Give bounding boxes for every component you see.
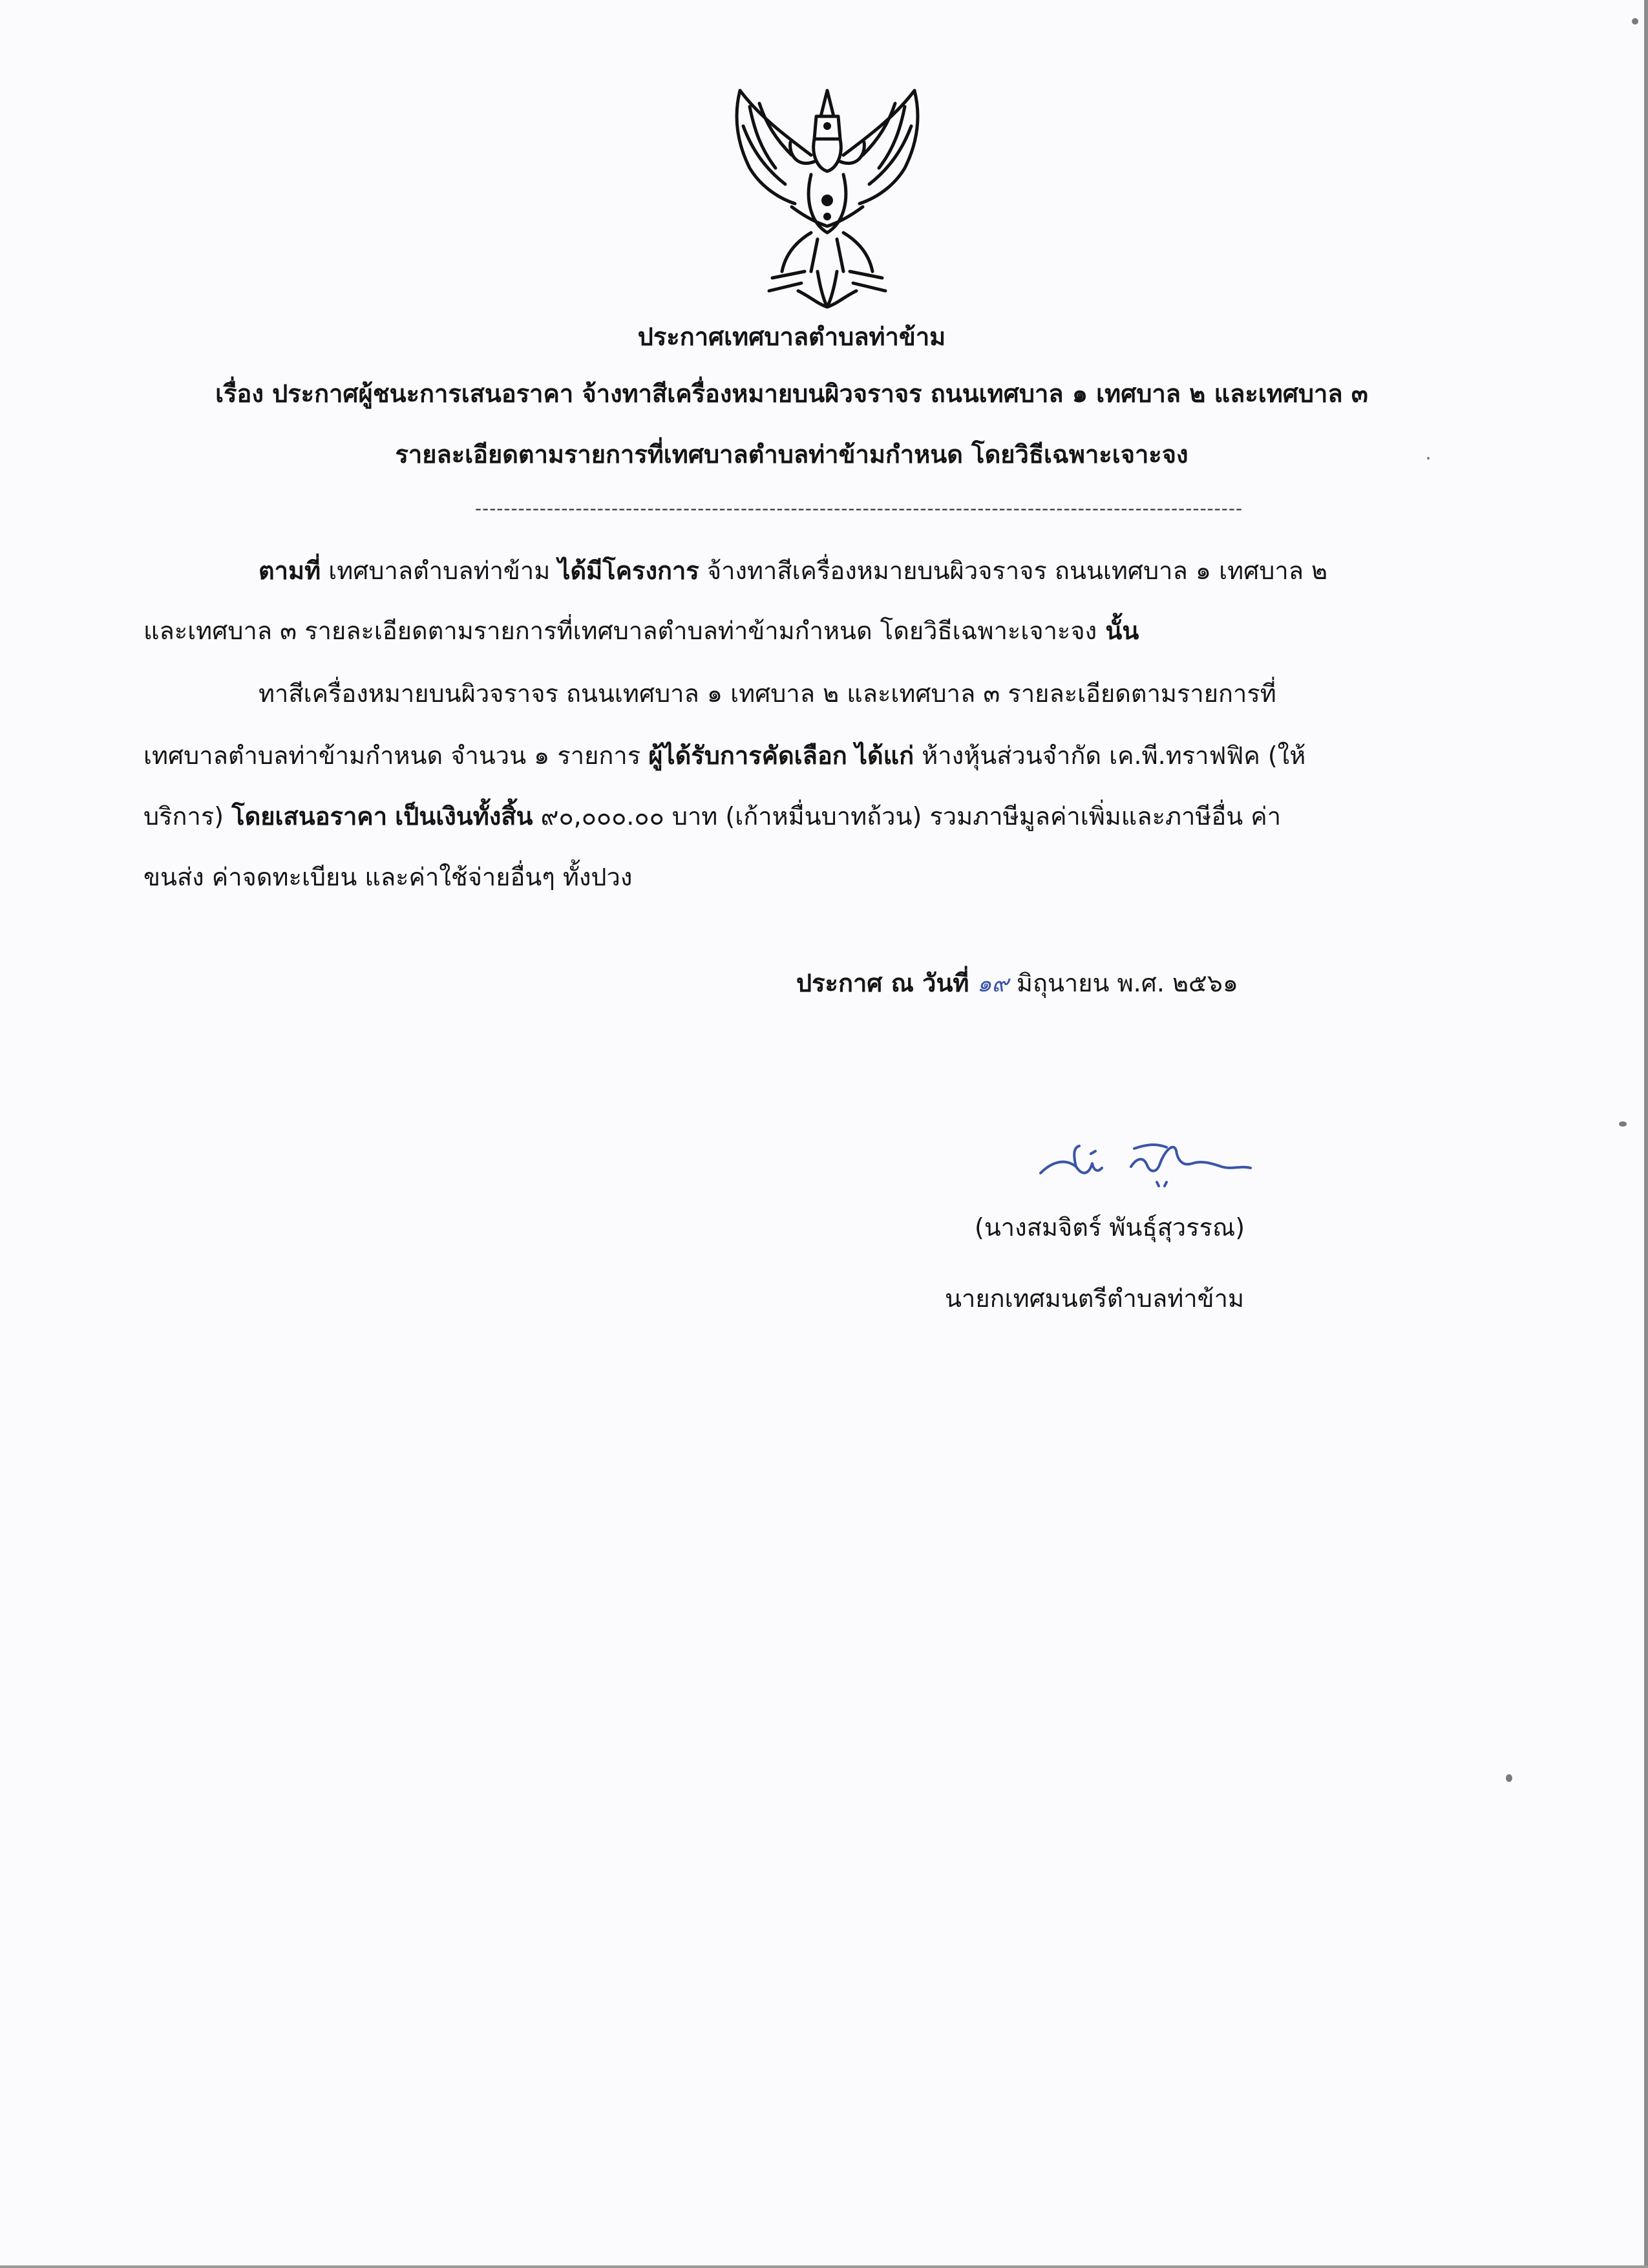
- garuda-emblem-icon: [714, 78, 940, 310]
- signatory-name: (นางสมจิตร์ พันธุ์สุวรรณ): [975, 1213, 1245, 1242]
- bold-phrase: ได้มีโครงการ: [558, 556, 699, 585]
- bold-phrase: เป็นเงินทั้งสิ้น: [395, 802, 533, 831]
- bold-phrase: ผู้ได้รับการคัดเลือก: [648, 741, 847, 770]
- announcement-date: [796, 963, 1238, 1002]
- text-run: เทศบาลตำบลท่าข้ามกำหนด จำนวน ๑ รายการ: [143, 741, 649, 770]
- paragraph-2-line-2: [143, 736, 1305, 775]
- paragraph-2-line-1: ทาสีเครื่องหมายบนผิวจราจร ถนนเทศบาล ๑ เทศบาล ๒ และเทศบาล ๓ รายละเอียดตามรายการที่: [259, 679, 1276, 708]
- scan-edge-bottom: [0, 2265, 1648, 2268]
- paragraph-2-line-4: ขนส่ง ค่าจดทะเบียน และค่าใช้จ่ายอื่นๆ ทั้งปวง: [143, 863, 633, 891]
- bold-phrase: ตามที่: [259, 556, 321, 585]
- bold-phrase: โดยเสนอราคา: [231, 802, 388, 831]
- subject-text-line1: ประกาศผู้ชนะการเสนอราคา จ้างทาสีเครื่องหมายบนผิวจราจร ถนนเทศบาล ๑ เทศบาล ๒ และเทศบาล ๓: [272, 379, 1368, 408]
- announcement-prefix: ประกาศ ณ วันที่: [796, 969, 969, 997]
- subject-text-line2: รายละเอียดตามรายการที่เทศบาลตำบลท่าข้ามกำหนด โดยวิธีเฉพาะเจาะจง: [395, 440, 1188, 469]
- paragraph-1-line-2: [143, 611, 1139, 650]
- paragraph-1-line-1: [259, 551, 1327, 590]
- text-run: [387, 802, 395, 831]
- document-title: ประกาศเทศบาลตำบลท่าข้าม: [637, 323, 946, 351]
- subject-prefix: เรื่อง: [215, 379, 273, 408]
- handwritten-signature: [1028, 1128, 1273, 1205]
- bold-phrase: นั้น: [1097, 617, 1139, 645]
- text-run: จ้างทาสีเครื่องหมายบนผิวจราจร ถนนเทศบาล ๑ เทศบาล ๒: [699, 556, 1328, 585]
- scan-edge-right: [1644, 0, 1648, 2268]
- separator-line: -----------------------------------------------------------------------------------------------------------: [475, 498, 1243, 519]
- scan-speck: [1619, 1121, 1627, 1127]
- announcement-month-year: มิถุนายน พ.ศ. ๒๕๖๑: [1016, 969, 1239, 997]
- text-run: [847, 741, 855, 770]
- handwritten-day: ๑๙: [977, 971, 1009, 997]
- paragraph-2-line-3: [143, 796, 1281, 836]
- signatory-position: นายกเทศมนตรีตำบลท่าข้าม: [945, 1284, 1245, 1313]
- bold-phrase: ได้แก่: [854, 741, 914, 770]
- subject-line: [0, 374, 1583, 413]
- text-run: บริการ): [143, 802, 232, 831]
- scan-speck: [1506, 1774, 1512, 1782]
- scan-speck: [1632, 18, 1638, 25]
- text-run: และเทศบาล ๓ รายละเอียดตามรายการที่เทศบาลตำบลท่าข้ามกำหนด โดยวิธีเฉพาะเจาะจง: [143, 617, 1097, 645]
- text-run: ห้างหุ้นส่วนจำกัด เค.พี.ทราฟฟิค (ให้: [914, 741, 1306, 770]
- text-run: ๙๐,๐๐๐.๐๐ บาท (เก้าหมื่นบาทถ้วน) รวมภาษีมูลค่าเพิ่มและภาษีอื่น ค่า: [533, 802, 1282, 831]
- text-run: เทศบาลตำบลท่าข้าม: [321, 556, 558, 585]
